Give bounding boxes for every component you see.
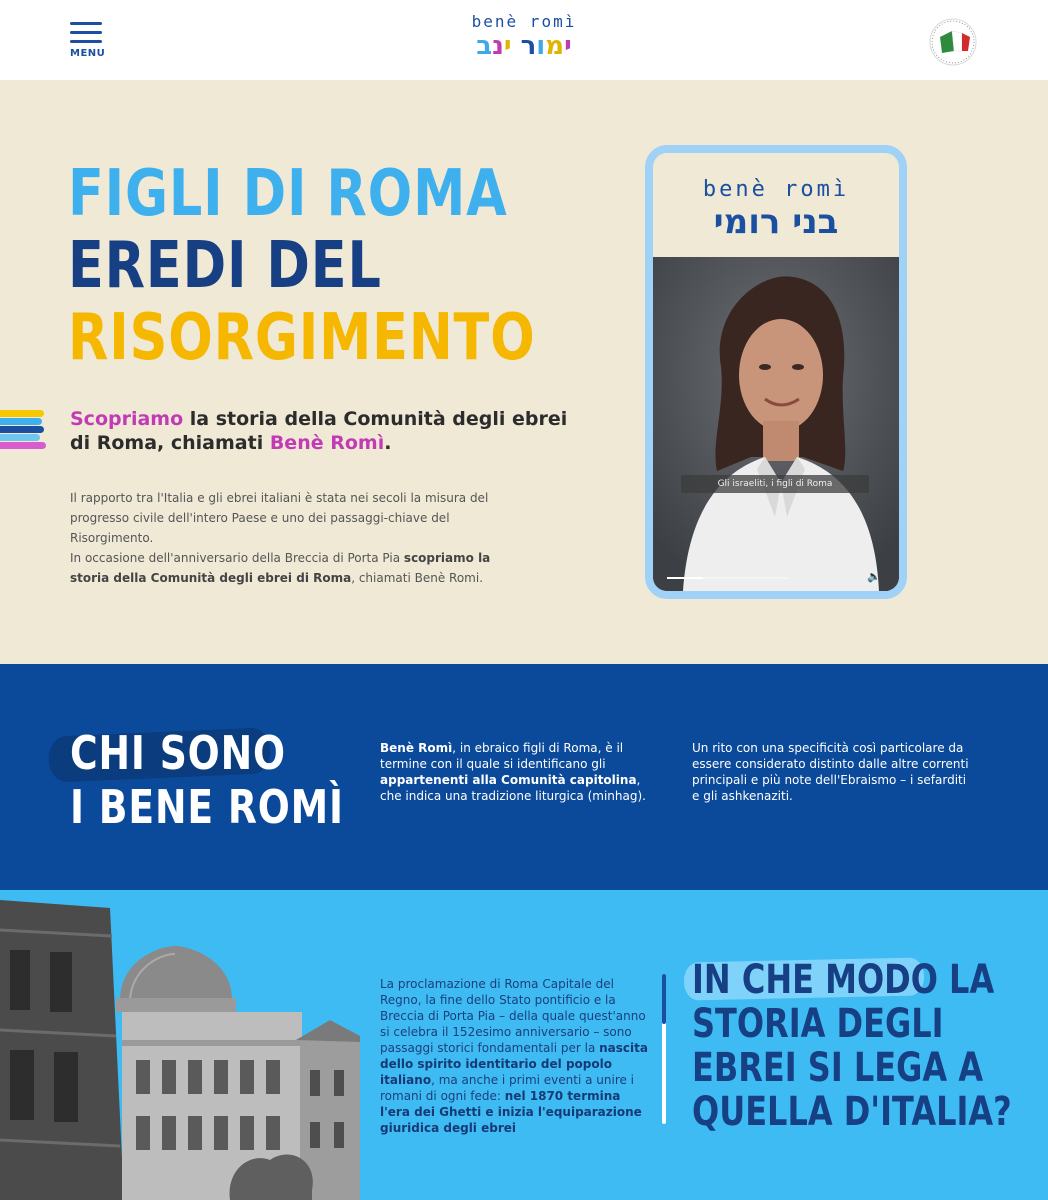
stripe-sky <box>0 434 40 441</box>
volume-icon[interactable]: 🔈 <box>867 570 881 583</box>
intro-paragraph-2-pre: In occasione dell'anniversario della Breccia di Porta Pia <box>70 551 404 565</box>
scroll-indicator <box>662 974 666 1124</box>
chi-sono-column-1 <box>380 740 664 804</box>
hamburger-icon-bar <box>70 31 102 34</box>
video-logo <box>653 177 899 242</box>
logo-hebrew-letter: נ <box>492 31 504 61</box>
storia-title <box>692 958 1028 1134</box>
storia-title-line-4: QUELLA D'ITALIA? <box>692 1089 1012 1135</box>
video-controls <box>653 565 899 591</box>
logo-hebrew-letter: מ <box>545 31 565 61</box>
stripe-blue <box>0 426 44 433</box>
logo-hebrew <box>464 31 584 61</box>
anniversari-nazionali-badge-icon[interactable] <box>928 17 978 67</box>
menu-button[interactable] <box>70 22 104 66</box>
chi-sono-title-line-2: I BENE ROMÌ <box>70 780 344 834</box>
storia-title-line-1: IN CHE MODO LA <box>692 957 995 1003</box>
subhead-text-1: la storia della Comunità degli ebrei di Roma, chiamati <box>70 408 568 454</box>
stripe-lightblue <box>0 418 42 425</box>
site-header <box>0 0 1048 80</box>
logo-hebrew-letter: ב <box>476 31 493 61</box>
video-player[interactable] <box>653 257 899 591</box>
video-phone-frame <box>645 145 907 599</box>
logo-hebrew-letter: ר <box>520 31 537 61</box>
logo-hebrew-letter <box>512 31 521 61</box>
hero-headline <box>68 158 536 374</box>
storia-text-pre: La proclamazione di Roma Capitale del Regno, la fine dello Stato pontificio e la Breccia di Porta Pia – della quale quest'anno si celebra il 152esimo anniversario – sono passaggi storici fondamentali per la <box>380 977 646 1055</box>
scroll-indicator-fill <box>662 974 666 1024</box>
storia-title-line-2: STORIA DEGLI <box>692 1001 944 1047</box>
video-logo-latin: benè romì <box>702 177 850 202</box>
intro-paragraph-2-bold: scopriamo la storia della Comunità degli ebrei di Roma <box>70 551 491 585</box>
hero-headline-line-1: FIGLI DI ROMA <box>68 157 508 231</box>
chi-col1-bold-1: Benè Romì <box>380 741 453 755</box>
chi-col1-text-1: , in ebraico figli di Roma, è il termine con il quale si identificano gli <box>380 741 624 771</box>
chi-col1-text-2: , che indica una tradizione liturgica (minhag). <box>380 773 646 803</box>
subhead-accent-2: Benè Romì <box>269 432 385 454</box>
subhead-text-2: . <box>384 432 392 454</box>
hamburger-icon-bar <box>70 40 102 43</box>
logo-hebrew-letter: י <box>564 31 572 61</box>
subhead-accent-1: Scopriamo <box>70 408 184 430</box>
logo-latin: benè romì <box>471 12 577 31</box>
chi-sono-title-line-1: CHI SONO <box>70 726 286 780</box>
logo-hebrew-letter: ו <box>536 31 546 61</box>
stripe-magenta <box>0 442 46 449</box>
chi-sono-title <box>70 726 344 834</box>
hamburger-icon <box>70 22 102 25</box>
video-frame-woman-portrait <box>653 257 899 591</box>
site-logo[interactable] <box>464 12 584 68</box>
intro-subhead <box>70 407 590 455</box>
stripe-yellow <box>0 410 44 417</box>
intro-paragraph-1: Il rapporto tra l'Italia e gli ebrei italiani è stata nei secoli la misura del progresso civile dell'intero Paese e uno dei passaggi-chiave del Risorgimento. <box>70 491 489 545</box>
storia-section <box>0 890 1048 1200</box>
color-stripes-decoration <box>0 410 48 450</box>
intro-paragraph-2 <box>70 548 530 588</box>
video-progress-bar[interactable] <box>667 577 787 579</box>
intro-paragraph-2-post: , chiamati Benè Romi. <box>351 571 484 585</box>
video-caption: Gli israeliti, i figli di Roma <box>681 475 869 493</box>
storia-text-bold-1: nascita dello spirito identitario del popolo italiano <box>380 1041 648 1087</box>
intro-section <box>0 80 1048 664</box>
menu-label: MENU <box>70 48 106 59</box>
storia-paragraph <box>380 976 650 1136</box>
video-progress-fill <box>667 577 703 579</box>
chi-sono-column-2: Un rito con una specificità così particolare da essere considerato distinto dalle altre correnti principali e più note dell'Ebraismo – i sefarditi e gli ashkenaziti. <box>692 741 969 803</box>
storia-title-line-3: EBREI SI LEGA A <box>692 1045 984 1091</box>
video-logo-hebrew: בני רומי <box>713 202 839 242</box>
hero-headline-line-2: EREDI DEL <box>68 229 382 303</box>
storia-text-bold-2: nel 1870 termina l'era dei Ghetti e inizia l'equiparazione giuridica degli ebrei <box>380 1089 642 1135</box>
logo-hebrew-letter: י <box>503 31 512 61</box>
fullscreen-icon[interactable]: ⛶ <box>849 570 857 583</box>
synagogue-building-photo <box>0 890 360 1200</box>
storia-text-mid: , ma anche i primi eventi a unire i romani di ogni fede: <box>380 1073 635 1103</box>
chi-col1-bold-2: appartenenti alla Comunità capitolina <box>380 773 637 787</box>
hero-headline-line-3: RISORGIMENTO <box>68 301 536 375</box>
chi-sono-section <box>0 664 1048 890</box>
